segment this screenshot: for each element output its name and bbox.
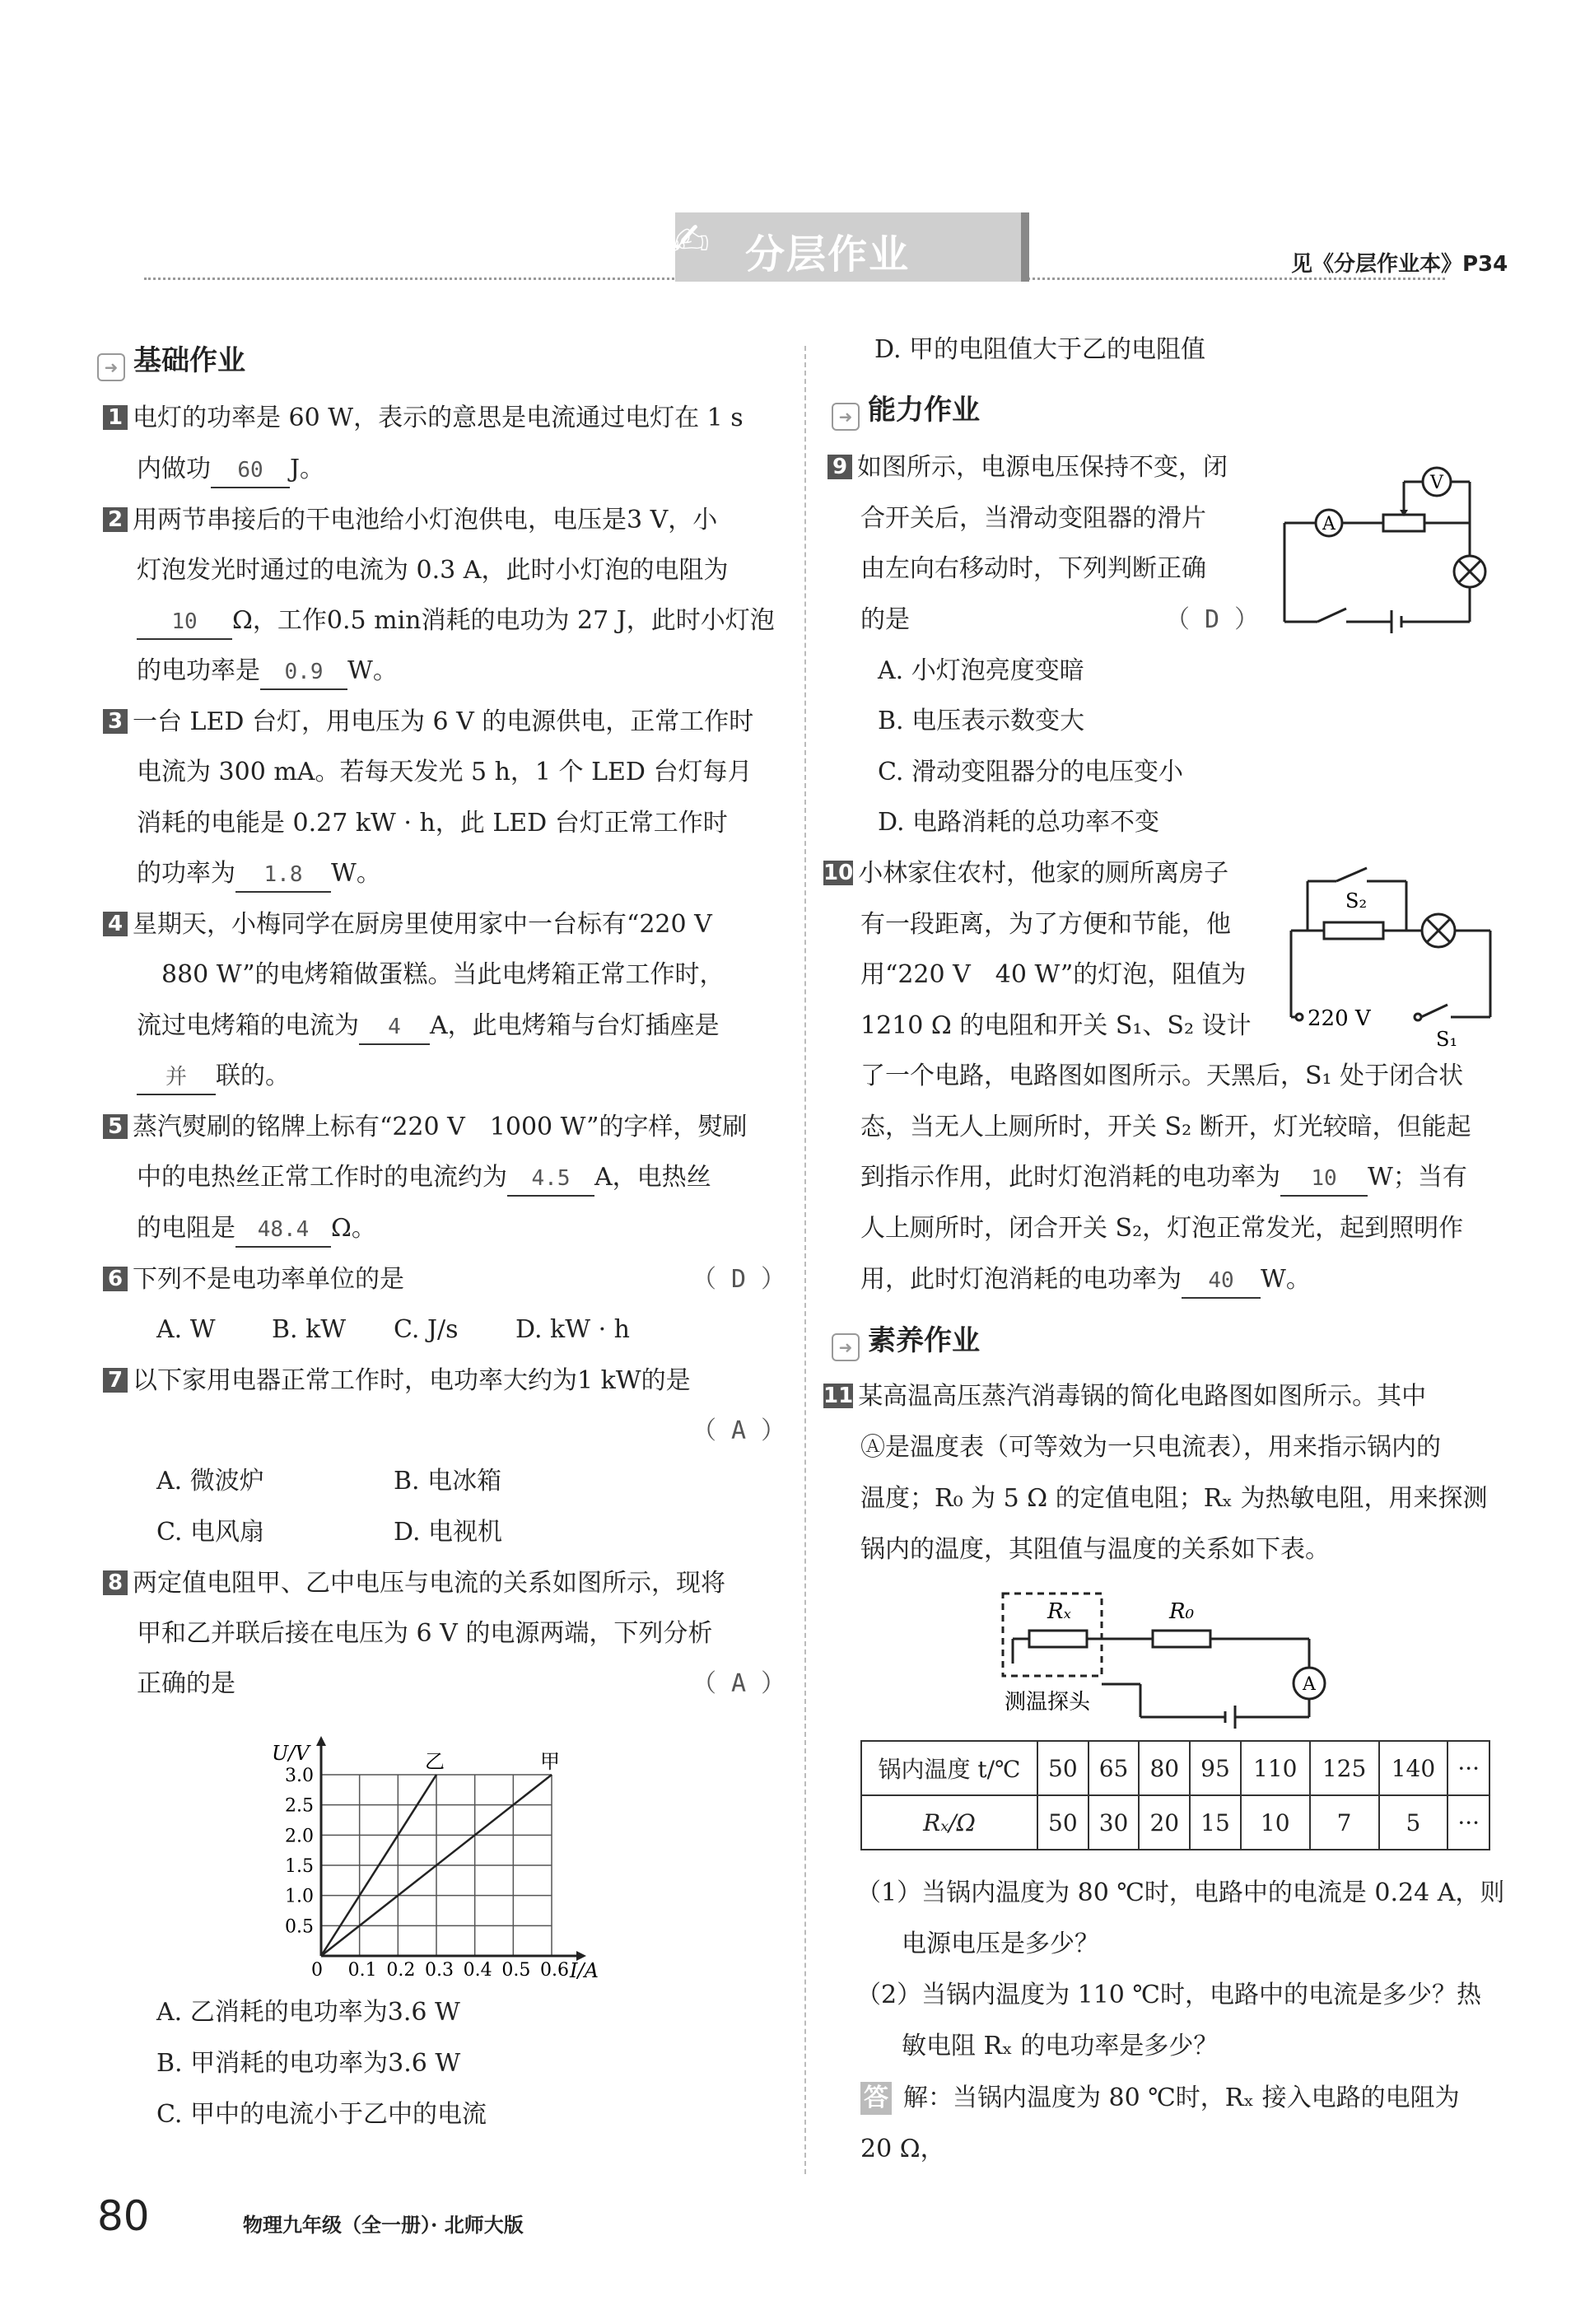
q4-line1: 4 星期天，小梅同学在厨房里使用家中一台标有“220 V [103,908,712,941]
q8-ui-graph [263,1717,609,1997]
q8-option-b: B. 甲消耗的电功率为3.6 W [156,2049,461,2078]
q6-option-a: A. W [156,1315,216,1344]
q10-line6: 态，当无人上厕所时，开关 S₂ 断开，灯光较暗，但能起 [860,1113,1471,1141]
x-tick-label: 0.2 [386,1960,416,1981]
x-tick-label: 0.4 [463,1960,492,1981]
column-divider [804,346,806,2174]
q9-ammeter-label: A [1322,514,1336,534]
q4-line2: 880 W”的电烤箱做蛋糕。当此电烤箱正常工作时， [161,960,725,989]
arrow-icon: ➜ [97,353,125,381]
q8-line3: 正确的是 [137,1669,235,1698]
q6-answer: （ D ） [692,1265,786,1294]
q2-line1: 2 用两节串接后的干电池给小灯泡供电，电压是3 V，小 [103,504,717,537]
q11-ammeter-label: A [1303,1674,1316,1695]
q11-solution-line1: 答 解：当锅内温度为 80 ℃时，Rₓ 接入电路的电阻为 [860,2082,1460,2115]
table-cell: 5 [1379,1795,1448,1850]
section-ability: ➜ 能力作业 [832,387,980,431]
table-cell: ··· [1447,1795,1489,1850]
q2-line2: 灯泡发光时通过的电流为 0.3 A，此时小灯泡的电阻为 [137,556,729,585]
arrow-icon: ➜ [832,403,860,431]
y-tick-label: 2.0 [285,1826,314,1847]
q9-line3: 由左向右移动时，下列判断正确 [860,554,1206,583]
table-cell: 10 [1241,1795,1310,1850]
series-label-0: 乙 [425,1750,445,1773]
answer-tag-icon: 答 [860,2082,892,2115]
table-cell: 140 [1379,1741,1448,1795]
q8-option-a: A. 乙消耗的电功率为3.6 W [156,1998,460,2027]
table-row [861,1741,1489,1795]
table-cell: 65 [1089,1741,1140,1795]
q5-line2: 中的电热丝正常工作时的电流约为 4.5 A，电热丝 [137,1161,711,1197]
q11-line3: 温度；R₀ 为 5 Ω 的定值电阻；Rₓ 为热敏电阻，用来探测 [860,1484,1488,1513]
q4-line4: 并 联的。 [137,1060,290,1095]
q11-part2-line2: 敏电阻 Rₓ 的电功率是多少？ [902,2032,1219,2060]
q3-line3: 消耗的电能是 0.27 kW · h，此 LED 台灯正常工作时 [137,809,728,838]
q10-line8: 人上厕所时，闭合开关 S₂，灯泡正常发光，起到照明作 [860,1214,1464,1243]
y-axis-arrow [316,1736,326,1746]
q7-option-c: C. 电风扇 [156,1518,264,1547]
table-cell: 50 [1037,1741,1089,1795]
q8-line1: 8 两定值电阻甲、乙中电压与电流的关系如图所示，现将 [103,1567,725,1600]
table-cell: 15 [1190,1795,1241,1850]
q11-line4: 锅内的温度，其阻值与温度的关系如下表。 [860,1535,1330,1564]
x-tick-label: 0.1 [347,1960,377,1981]
q7-option-d: D. 电视机 [394,1518,503,1547]
q11-rx-label: Rₓ [1047,1599,1071,1624]
book-title: 物理九年级（全一册）· 北师大版 [243,2213,524,2237]
q11-part2-line1: （2）当锅内温度为 110 ℃时，电路中的电流是多少？热 [856,1981,1481,2009]
q11-r0-label: R₀ [1169,1599,1194,1624]
q4-line3: 流过电烤箱的电流为 4 A，此电烤箱与台灯插座是 [137,1010,720,1045]
q9-option-a: A. 小灯泡亮度变暗 [878,656,1084,685]
q10-circuit-diagram [1275,856,1505,1054]
x-tick-label: 0.6 [540,1960,569,1981]
q9-line1: 9 如图所示，电源电压保持不变，闭 [827,451,1228,484]
q10-line3: 用“220 V 40 W”的灯泡，阻值为 [860,960,1247,989]
q6-option-c: C. J/s [394,1315,459,1344]
q10-s1-label: S₁ [1436,1028,1458,1051]
table-cell: 30 [1089,1795,1140,1850]
y-tick-label: 1.5 [285,1856,314,1877]
q11-part1-line2: 电源电压是多少？ [902,1930,1099,1958]
q9-voltmeter-label: V [1430,473,1443,493]
q9-line2: 合开关后，当滑动变阻器的滑片 [860,504,1206,533]
q9-option-b: B. 电压表示数变大 [878,707,1085,735]
q9-line4: 的是 [860,605,910,634]
x-axis-label: I/A [570,1959,599,1982]
banner-title: 分层作业 [745,231,911,278]
q3-line4: 的功率为 1.8 W。 [137,857,381,893]
q7-option-a: A. 微波炉 [156,1467,264,1496]
y-tick-label: 1.0 [285,1886,314,1907]
y-tick-label: 0.5 [285,1916,314,1938]
q3-line1: 3 一台 LED 台灯，用电压为 6 V 的电源供电，正常工作时 [103,706,753,739]
q2-line3: 10 Ω，工作0.5 min消耗的电功为 27 J，此时小灯泡 [137,604,775,640]
q11-circuit-diagram [988,1585,1334,1750]
series-label-1: 甲 [540,1750,560,1773]
y-tick-label: 2.5 [285,1795,314,1817]
q1-line2: 内做功 60 J。 [137,453,324,488]
q11-temperature-table [860,1740,1490,1850]
table-row [861,1795,1489,1850]
q11-solution-line2: 20 Ω， [860,2135,945,2163]
section-basic: ➜ 基础作业 [97,338,245,381]
table-cell: 95 [1190,1741,1241,1795]
q10-line7: 到指示作用，此时灯泡消耗的电功率为 10 W；当有 [860,1161,1467,1197]
q9-circuit-diagram [1268,457,1490,646]
q10-line4: 1210 Ω 的电阻和开关 S₁、S₂ 设计 [860,1011,1252,1040]
table-header: 锅内温度 t/℃ [861,1741,1037,1795]
q10-line2: 有一段距离，为了方便和节能，他 [860,910,1231,939]
q8-answer: （ A ） [692,1669,786,1698]
q10-line5: 了一个电路，电路图如图所示。天黑后，S₁ 处于闭合状 [860,1062,1464,1090]
q5-line3: 的电阻是 48.4 Ω。 [137,1212,376,1248]
y-axis-label: U/V [272,1742,310,1765]
table-cell: 7 [1310,1795,1379,1850]
q2-line4: 的电功率是 0.9 W。 [137,655,398,690]
table-cell: 110 [1241,1741,1310,1795]
q10-line9: 用，此时灯泡消耗的电功率为 40 W。 [860,1263,1311,1299]
header-ref: 见《分层作业本》P34 [1291,252,1508,277]
x-tick-label: 0.3 [425,1960,454,1981]
q11-line2: Ⓐ是温度表（可等效为一只电流表），用来指示锅内的 [860,1433,1441,1462]
q9-option-c: C. 滑动变阻器分的电压变小 [878,758,1183,786]
section-literacy: ➜ 素养作业 [832,1318,980,1361]
q8-option-d: D. 甲的电阻值大于乙的电阻值 [874,335,1206,364]
table-header: Rₓ/Ω [861,1795,1037,1850]
q8-line2: 甲和乙并联后接在电压为 6 V 的电源两端，下列分析 [137,1619,713,1648]
banner-logo-icon: ✍ [671,214,710,268]
arrow-icon: ➜ [832,1333,860,1361]
q1-line1: 1 电灯的功率是 60 W，表示的意思是电流通过电灯在 1 s [103,402,744,435]
q5-line1: 5 蒸汽熨刷的铭牌上标有“220 V 1000 W”的字样，熨刷 [103,1111,747,1144]
q10-s2-label: S₂ [1345,889,1368,912]
q9-option-d: D. 电路消耗的总功率不变 [878,808,1160,837]
q9-answer: （ D ） [1165,605,1260,634]
q6-option-b: B. kW [272,1315,347,1344]
q7-stem: 7 以下家用电器正常工作时，电功率大约为1 kW的是 [103,1365,691,1398]
q10-voltage-label: 220 V [1308,1006,1371,1031]
q6-option-d: D. kW · h [515,1315,630,1344]
table-cell: 80 [1139,1741,1190,1795]
table-cell: 50 [1037,1795,1089,1850]
q11-line1: 11 某高温高压蒸汽消毒锅的简化电路图如图所示。其中 [823,1382,1427,1411]
q7-option-b: B. 电冰箱 [394,1467,502,1496]
page-number: 80 [97,2192,150,2240]
q3-line2: 电流为 300 mA。若每天发光 5 h，1 个 LED 台灯每月 [137,758,753,786]
x-tick-label: 0.5 [501,1960,531,1981]
origin-label: 0 [311,1960,323,1981]
q6-stem: 6 下列不是电功率单位的是 [103,1263,404,1296]
q11-probe-label: 测温探头 [1005,1690,1091,1715]
table-cell: 125 [1310,1741,1379,1795]
q11-part1-line1: （1）当锅内温度为 80 ℃时，电路中的电流是 0.24 A，则 [856,1878,1505,1907]
q8-option-c: C. 甲中的电流小于乙中的电流 [156,2100,487,2129]
table-cell: ··· [1447,1741,1489,1795]
y-tick-label: 3.0 [285,1766,314,1786]
table-cell: 20 [1139,1795,1190,1850]
q7-answer: （ A ） [692,1416,786,1445]
q10-line1: 10 小林家住农村，他家的厕所离房子 [823,859,1229,888]
